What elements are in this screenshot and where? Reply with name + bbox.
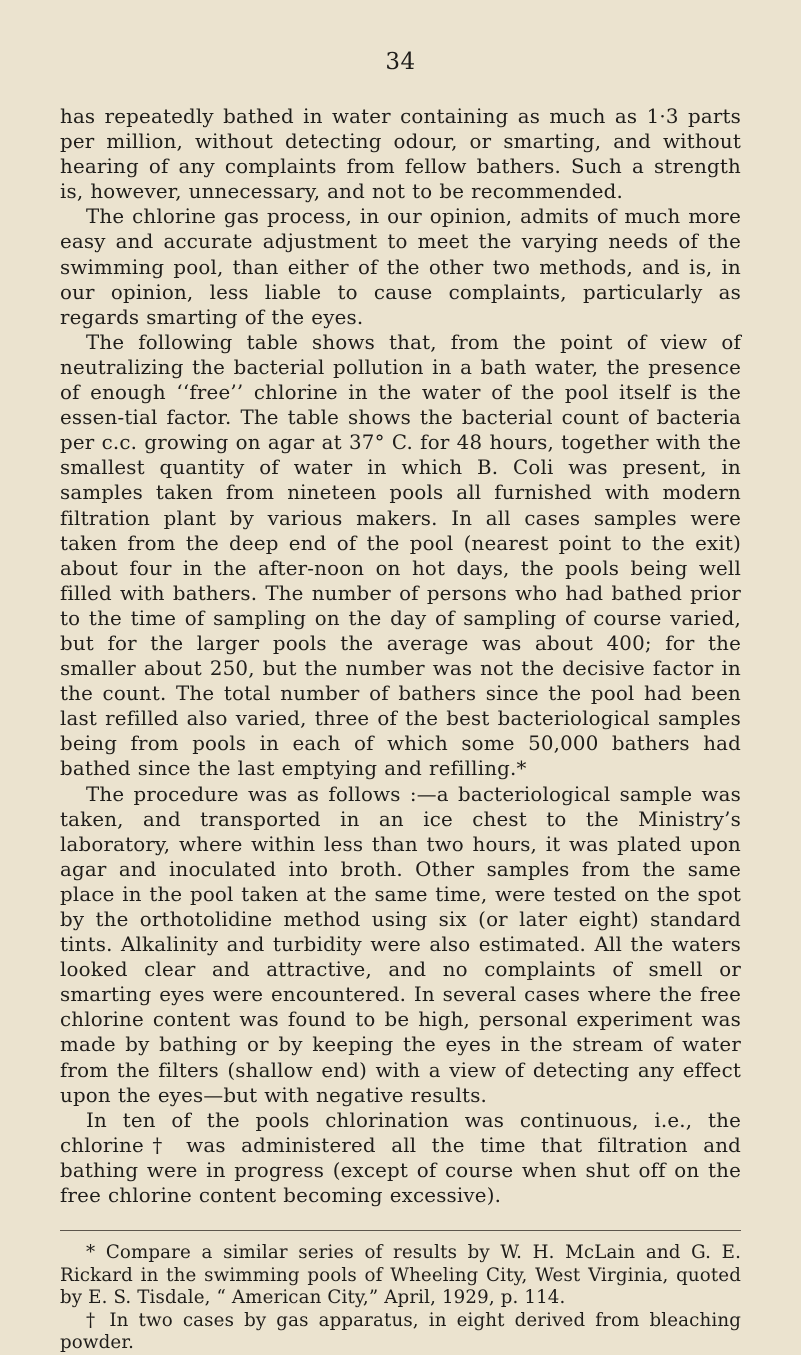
page-number: 34 xyxy=(385,49,416,75)
footnote-dagger: † In two cases by gas apparatus, in eight derived from bleaching powder. xyxy=(60,1309,741,1354)
footnotes xyxy=(60,1242,741,1355)
footnote-divider xyxy=(60,1230,741,1231)
footnote-asterisk: * Compare a similar series of results by W. H. McLain and G. E. Rickard in the swimming pools of Wheeling City, West Virginia, quoted by E. S. Tisdale, “ American City,” April, 1929, p. 114. xyxy=(60,1242,741,1309)
paragraph-procedure: The procedure was as follows :—a bacteriological sample was taken, and transported in an ice chest to the Ministry’s laboratory, where within less than two hours, it was plated upon agar and inoculated into broth. Other samples from the same place in the pool taken at the same time, were tested on the spot by the orthotolidine method using six (or later eight) standard tints. Alkalinity and turbidity were also estimated. All the waters looked clear and attractive, and no complaints of smell or smarting eyes were encountered. In several cases where the free chlorine content was found to be high, personal experiment was made by bathing or by keeping the eyes in the stream of water from the filters (shallow end) with a view of detecting any effect upon the eyes—but with negative results. xyxy=(60,782,741,1107)
paragraph-chlorine-gas-process: The chlorine gas process, in our opinion, admits of much more easy and accurate adjustment to meet the varying needs of the swimming pool, than either of the other two methods, and is, in our opinion, less liable to cause complaints, particularly as regards smarting of the eyes. xyxy=(60,205,741,329)
body-text xyxy=(60,104,741,1208)
paragraph-table-description: The following table shows that, from the point of view of neutralizing the bacterial pollution in a bath water, the presence of enough ‘‘free’’ chlorine in the water of the pool itself is the essen-tial factor. The table shows the bacterial count of bacteria per c.c. growing on agar at 37° C. for 48 hours, together with the smallest quantity of water in which B. Coli was present, in samples taken from nineteen pools all furnished with modern filtration plant by various makers. In all cases samples were taken from the deep end of the pool (nearest point to the exit) about four in the after-noon on hot days, the pools being well filled with bathers. The number of persons who had bathed prior to the time of sampling on the day of sampling of course varied, but for the larger pools the average was about 400; for the smaller about 250, but the number was not the decisive factor in the count. The total number of bathers since the pool had been last refilled also varied, three of the best bacteriological samples being from pools in each of which some 50,000 bathers had bathed since the last emptying and refilling.* xyxy=(60,330,741,781)
paragraph-continuous-chlorination: In ten of the pools chlorination was continuous, i.e., the chlorine† was administered all the time that filtration and bathing were in progress (except of course when shut off on the free chlorine content becoming excessive). xyxy=(60,1108,741,1208)
paragraph-continued: has repeatedly bathed in water containing as much as 1·3 parts per million, without detecting odour, or smarting, and without hearing of any complaints from fellow bathers. Such a strength is, however, unnecessary, and not to be recommended. xyxy=(60,105,741,204)
